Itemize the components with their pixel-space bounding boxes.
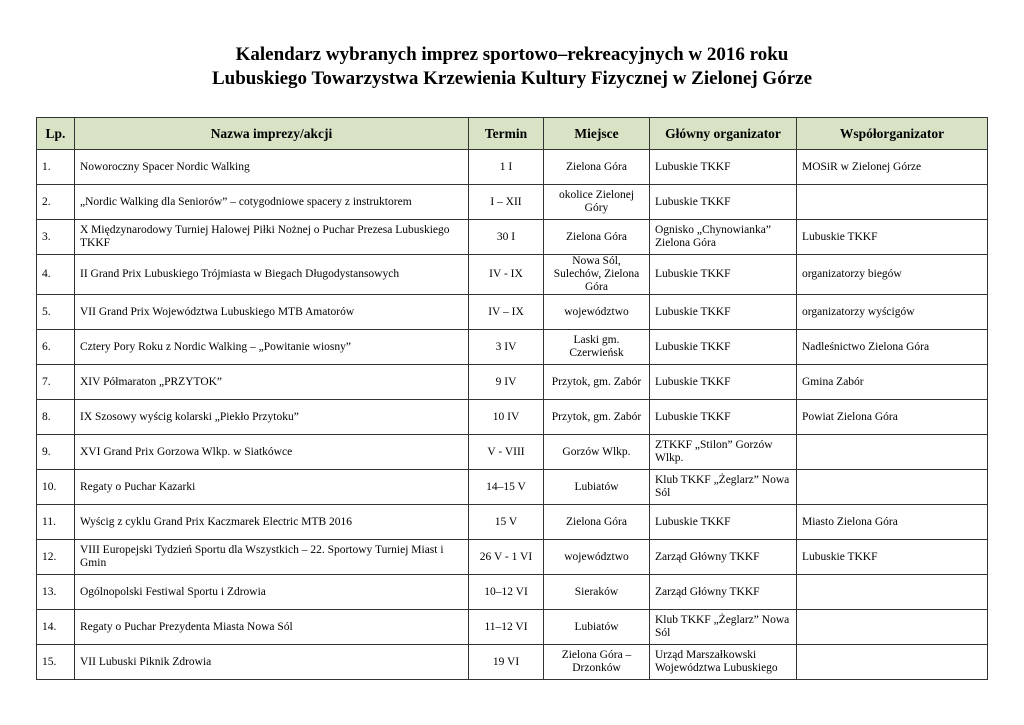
cell-organizer: Lubuskie TKKF [650,505,797,540]
cell-organizer: Lubuskie TKKF [650,400,797,435]
cell-place: Sieraków [544,575,650,610]
cell-lp: 15. [37,645,75,680]
cell-organizer: Lubuskie TKKF [650,365,797,400]
header-coorganizer: Współorganizator [797,118,988,150]
header-term: Termin [469,118,544,150]
cell-organizer: Lubuskie TKKF [650,185,797,220]
cell-event-name: Ogólnopolski Festiwal Sportu i Zdrowia [75,575,469,610]
cell-term: V - VIII [469,435,544,470]
cell-event-name: Regaty o Puchar Kazarki [75,470,469,505]
cell-term: 26 V - 1 VI [469,540,544,575]
table-row [37,255,988,295]
table-row [37,470,988,505]
cell-event-name: „Nordic Walking dla Seniorów” – cotygodniowe spacery z instruktorem [75,185,469,220]
cell-coorganizer [797,575,988,610]
table-row [37,185,988,220]
cell-lp: 1. [37,150,75,185]
cell-organizer: Lubuskie TKKF [650,255,797,295]
table-row [37,220,988,255]
cell-event-name: VII Lubuski Piknik Zdrowia [75,645,469,680]
cell-event-name: IX Szosowy wyścig kolarski „Piekło Przytoku” [75,400,469,435]
table-row [37,295,988,330]
cell-event-name: VII Grand Prix Województwa Lubuskiego MTB Amatorów [75,295,469,330]
cell-event-name: VIII Europejski Tydzień Sportu dla Wszystkich – 22. Sportowy Turniej Miast i Gmin [75,540,469,575]
cell-event-name: XVI Grand Prix Gorzowa Wlkp. w Siatkówce [75,435,469,470]
cell-term: IV - IX [469,255,544,295]
table-row [37,435,988,470]
table-row [37,645,988,680]
table-row [37,575,988,610]
table-row [37,610,988,645]
cell-term: 19 VI [469,645,544,680]
cell-place: Zielona Góra [544,150,650,185]
cell-organizer: Ognisko „Chynowianka” Zielona Góra [650,220,797,255]
cell-event-name: II Grand Prix Lubuskiego Trójmiasta w Biegach Długodystansowych [75,255,469,295]
cell-coorganizer: Miasto Zielona Góra [797,505,988,540]
cell-event-name: Noworoczny Spacer Nordic Walking [75,150,469,185]
table-row [37,365,988,400]
header-place: Miejsce [544,118,650,150]
table-row [37,400,988,435]
cell-term: 15 V [469,505,544,540]
cell-place: okolice Zielonej Góry [544,185,650,220]
cell-organizer: Lubuskie TKKF [650,330,797,365]
cell-coorganizer: Nadleśnictwo Zielona Góra [797,330,988,365]
cell-term: 9 IV [469,365,544,400]
cell-organizer: Urząd Marszałkowski Województwa Lubuskiego [650,645,797,680]
cell-term: IV – IX [469,295,544,330]
cell-coorganizer: organizatorzy wyścigów [797,295,988,330]
cell-lp: 6. [37,330,75,365]
cell-place: Zielona Góra [544,505,650,540]
cell-place: Przytok, gm. Zabór [544,365,650,400]
table-row [37,150,988,185]
cell-term: 14–15 V [469,470,544,505]
cell-place: Zielona Góra [544,220,650,255]
document-subtitle: Lubuskiego Towarzystwa Krzewienia Kultury Fizycznej w Zielonej Górze [211,68,813,89]
cell-coorganizer: MOSiR w Zielonej Górze [797,150,988,185]
cell-coorganizer: Gmina Zabór [797,365,988,400]
cell-lp: 4. [37,255,75,295]
cell-event-name: X Międzynarodowy Turniej Halowej Piłki Nożnej o Puchar Prezesa Lubuskiego TKKF [75,220,469,255]
cell-organizer: Lubuskie TKKF [650,295,797,330]
cell-lp: 12. [37,540,75,575]
cell-place: Nowa Sól, Sulechów, Zielona Góra [544,255,650,295]
header-name: Nazwa imprezy/akcji [75,118,469,150]
cell-lp: 13. [37,575,75,610]
table-row [37,540,988,575]
cell-event-name: Regaty o Puchar Prezydenta Miasta Nowa Sól [75,610,469,645]
cell-term: 11–12 VI [469,610,544,645]
cell-place: Przytok, gm. Zabór [544,400,650,435]
cell-coorganizer: Powiat Zielona Góra [797,400,988,435]
cell-lp: 5. [37,295,75,330]
header-organizer: Główny organizator [650,118,797,150]
cell-coorganizer [797,645,988,680]
cell-coorganizer: organizatorzy biegów [797,255,988,295]
cell-place: województwo [544,540,650,575]
cell-place: Lubiatów [544,610,650,645]
table-header-row [37,118,988,150]
events-calendar-table [36,117,988,680]
cell-term: 3 IV [469,330,544,365]
cell-term: I – XII [469,185,544,220]
cell-lp: 14. [37,610,75,645]
cell-lp: 2. [37,185,75,220]
cell-organizer: ZTKKF „Stilon” Gorzów Wlkp. [650,435,797,470]
cell-term: 10 IV [469,400,544,435]
cell-coorganizer [797,435,988,470]
header-lp: Lp. [37,118,75,150]
cell-coorganizer: Lubuskie TKKF [797,540,988,575]
cell-place: Zielona Góra – Drzonków [544,645,650,680]
cell-coorganizer: Lubuskie TKKF [797,220,988,255]
cell-coorganizer [797,610,988,645]
cell-term: 1 I [469,150,544,185]
cell-place: Laski gm. Czerwieńsk [544,330,650,365]
cell-term: 10–12 VI [469,575,544,610]
cell-lp: 8. [37,400,75,435]
cell-event-name: Cztery Pory Roku z Nordic Walking – „Powitanie wiosny” [75,330,469,365]
table-row [37,505,988,540]
document-title: Kalendarz wybranych imprez sportowo–rekreacyjnych w 2016 roku [235,44,789,65]
cell-coorganizer [797,185,988,220]
cell-organizer: Lubuskie TKKF [650,150,797,185]
cell-coorganizer [797,470,988,505]
cell-organizer: Klub TKKF „Żeglarz” Nowa Sól [650,610,797,645]
cell-organizer: Klub TKKF „Żeglarz” Nowa Sól [650,470,797,505]
cell-event-name: XIV Półmaraton „PRZYTOK” [75,365,469,400]
cell-organizer: Zarząd Główny TKKF [650,540,797,575]
cell-place: Lubiatów [544,470,650,505]
cell-lp: 3. [37,220,75,255]
cell-organizer: Zarząd Główny TKKF [650,575,797,610]
cell-event-name: Wyścig z cyklu Grand Prix Kaczmarek Electric MTB 2016 [75,505,469,540]
cell-place: województwo [544,295,650,330]
cell-lp: 11. [37,505,75,540]
cell-term: 30 I [469,220,544,255]
cell-lp: 7. [37,365,75,400]
table-row [37,330,988,365]
cell-lp: 10. [37,470,75,505]
cell-lp: 9. [37,435,75,470]
cell-place: Gorzów Wlkp. [544,435,650,470]
